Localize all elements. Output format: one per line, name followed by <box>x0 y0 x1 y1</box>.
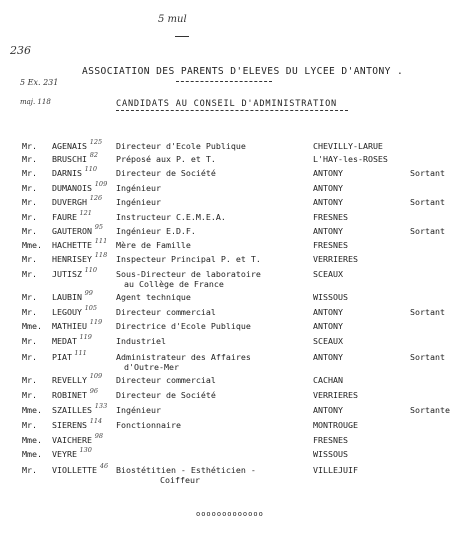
candidate-name: VEYRE <box>52 449 77 459</box>
candidate-profession: Fonctionnaire <box>116 420 181 430</box>
candidate-title: Mr. <box>22 420 37 430</box>
candidate-row <box>0 223 465 240</box>
candidate-profession: Industriel <box>116 336 166 346</box>
candidate-name: MEDAT <box>52 336 77 346</box>
candidate-name: JUTISZ <box>52 269 82 279</box>
candidate-name: MATHIEU <box>52 321 87 331</box>
candidate-name: FAURE <box>52 212 77 222</box>
subtitle-underline <box>116 110 348 111</box>
candidate-profession: Ingénieur <box>116 183 161 193</box>
candidate-title: Mr. <box>22 375 37 385</box>
candidate-row <box>0 237 465 254</box>
candidate-title: Mr. <box>22 168 37 178</box>
candidate-row <box>0 289 465 306</box>
handwritten-vote-count: 114 <box>89 417 103 425</box>
title-underline <box>176 81 272 82</box>
candidate-status: Sortant <box>410 352 445 362</box>
candidate-name: VAICHERE <box>52 435 92 445</box>
candidate-row <box>0 462 465 485</box>
candidate-city: ANTONY <box>313 168 343 178</box>
candidate-profession: Sous-Directeur de laboratoire <box>116 269 261 279</box>
candidate-row <box>0 318 465 335</box>
candidate-row <box>0 432 465 449</box>
candidate-row <box>0 402 465 419</box>
handwritten-vote-count: 105 <box>84 304 98 312</box>
candidate-title: Mr. <box>22 292 37 302</box>
candidate-row <box>0 372 465 389</box>
handwritten-dash <box>175 36 189 37</box>
handwritten-number: 236 <box>10 44 31 57</box>
candidate-row <box>0 446 465 463</box>
candidate-profession: Directeur d'Ecole Publique <box>116 141 246 151</box>
candidate-status: Sortant <box>410 168 445 178</box>
candidate-name: REVELLY <box>52 375 87 385</box>
candidate-title: Mr. <box>22 465 37 475</box>
candidate-city: ANTONY <box>313 183 343 193</box>
handwritten-vote-count: 110 <box>84 266 98 274</box>
document-title: ASSOCIATION DES PARENTS D'ELEVES DU LYCEE D'ANTONY . <box>82 66 404 77</box>
candidate-name: SIERENS <box>52 420 87 430</box>
handwritten-vote-count: 126 <box>89 194 103 202</box>
candidate-title: Mr. <box>22 183 37 193</box>
candidate-profession: Directeur commercial <box>116 375 216 385</box>
candidate-title: Mr. <box>22 254 37 264</box>
candidate-city: SCEAUX <box>313 336 343 346</box>
candidate-city: ANTONY <box>313 226 343 236</box>
candidate-row <box>0 209 465 226</box>
candidate-profession: Mère de Famille <box>116 240 191 250</box>
handwritten-vote-count: 110 <box>84 165 98 173</box>
candidate-title: Mr. <box>22 352 37 362</box>
candidate-profession: Directeur de Société <box>116 390 216 400</box>
candidate-row <box>0 266 465 289</box>
handwritten-vote-count: 99 <box>84 289 93 297</box>
candidate-city: ANTONY <box>313 405 343 415</box>
candidate-row <box>0 417 465 434</box>
candidate-city: SCEAUX <box>313 269 343 279</box>
candidate-status: Sortant <box>410 307 445 317</box>
handwritten-vote-count: 118 <box>94 251 108 259</box>
candidate-name: ROBINET <box>52 390 87 400</box>
candidate-title: Mme. <box>22 435 42 445</box>
candidate-city: MONTROUGE <box>313 420 358 430</box>
candidate-profession-line2: au Collège de France <box>124 279 224 289</box>
candidate-row <box>0 138 465 155</box>
candidate-city: ANTONY <box>313 352 343 362</box>
candidate-name: SZAILLES <box>52 405 92 415</box>
candidate-profession: Préposé aux P. et T. <box>116 154 216 164</box>
handwritten-vote-count: 111 <box>94 237 108 245</box>
candidate-name: DARNIS <box>52 168 82 178</box>
candidate-title: Mr. <box>22 390 37 400</box>
candidate-title: Mr. <box>22 226 37 236</box>
candidate-profession-line2: d'Outre-Mer <box>124 362 179 372</box>
handwritten-note-left-1: 5 Ex. 231 <box>20 78 59 87</box>
candidate-status: Sortante <box>410 405 450 415</box>
candidate-name: BRUSCHI <box>52 154 87 164</box>
handwritten-note-left-2: maj. 118 <box>20 98 51 106</box>
candidate-profession: Inspecteur Principal P. et T. <box>116 254 261 264</box>
candidate-city: WISSOUS <box>313 292 348 302</box>
candidate-title: Mr. <box>22 141 37 151</box>
handwritten-vote-count: 109 <box>89 372 103 380</box>
candidate-city: FRESNES <box>313 240 348 250</box>
candidate-row <box>0 349 465 372</box>
candidate-profession: Directeur commercial <box>116 307 216 317</box>
candidate-city: CHEVILLY-LARUE <box>313 141 383 151</box>
handwritten-vote-count: 95 <box>94 223 104 231</box>
candidate-row <box>0 251 465 268</box>
candidate-title: Mme. <box>22 405 42 415</box>
candidate-row <box>0 387 465 404</box>
handwritten-vote-count: 133 <box>94 402 108 410</box>
handwritten-vote-count: 109 <box>94 180 108 188</box>
candidate-title: Mr. <box>22 307 37 317</box>
candidate-city: FRESNES <box>313 435 348 445</box>
candidate-profession: Instructeur C.E.M.E.A. <box>116 212 226 222</box>
candidate-city: FRESNES <box>313 212 348 222</box>
footer-dots: ooooooooooooo <box>196 510 264 518</box>
candidate-city: VILLEJUIF <box>313 465 358 475</box>
candidate-title: Mr. <box>22 197 37 207</box>
candidate-name: HENRISEY <box>52 254 92 264</box>
candidate-name: GAUTERON <box>52 226 92 236</box>
handwritten-vote-count: 119 <box>89 318 103 326</box>
candidate-name: LEGOUY <box>52 307 82 317</box>
candidate-title: Mme. <box>22 321 42 331</box>
candidate-profession: Directeur de Société <box>116 168 216 178</box>
candidate-row <box>0 151 465 168</box>
candidate-name: AGENAIS <box>52 141 87 151</box>
document-subtitle: CANDIDATS AU CONSEIL D'ADMINISTRATION <box>116 99 338 109</box>
candidate-profession: Directrice d'Ecole Publique <box>116 321 251 331</box>
handwritten-vote-count: 111 <box>74 349 87 357</box>
candidate-name: VIOLLETTE <box>52 465 97 475</box>
candidate-row <box>0 180 465 197</box>
handwritten-vote-count: 82 <box>89 151 98 159</box>
candidate-city: VERRIERES <box>313 390 358 400</box>
candidate-row <box>0 194 465 211</box>
candidate-row <box>0 304 465 321</box>
candidate-title: Mr. <box>22 154 37 164</box>
candidate-title: Mr. <box>22 269 37 279</box>
candidate-profession: Agent technique <box>116 292 191 302</box>
candidate-profession: Administrateur des Affaires <box>116 352 251 362</box>
candidate-profession: Ingénieur <box>116 405 161 415</box>
candidate-title: Mr. <box>22 212 37 222</box>
handwritten-vote-count: 119 <box>79 333 92 341</box>
candidate-row <box>0 333 465 350</box>
candidate-city: L'HAY-les-ROSES <box>313 154 388 164</box>
handwritten-vote-count: 130 <box>79 446 92 454</box>
candidate-city: CACHAN <box>313 375 343 385</box>
handwritten-vote-count: 46 <box>99 462 109 470</box>
candidate-title: Mme. <box>22 240 42 250</box>
candidate-status: Sortant <box>410 226 445 236</box>
handwritten-vote-count: 96 <box>89 387 98 395</box>
candidate-name: PIAT <box>52 352 72 362</box>
candidate-name: LAUBIN <box>52 292 82 302</box>
candidate-profession-line2: Coiffeur <box>160 475 200 485</box>
candidate-name: DUMANOIS <box>52 183 92 193</box>
candidate-status: Sortant <box>410 197 445 207</box>
candidate-city: WISSOUS <box>313 449 348 459</box>
handwritten-vote-count: 121 <box>79 209 92 217</box>
candidate-profession: Ingénieur <box>116 197 161 207</box>
candidate-city: ANTONY <box>313 321 343 331</box>
candidate-name: DUVERGH <box>52 197 87 207</box>
candidate-title: Mr. <box>22 336 37 346</box>
handwritten-vote-count: 98 <box>94 432 104 440</box>
candidate-profession: Biostétitien - Esthéticien - <box>116 465 256 475</box>
candidate-name: HACHETTE <box>52 240 92 250</box>
candidate-profession: Ingénieur E.D.F. <box>116 226 196 236</box>
handwritten-note-top: 5 mul <box>158 14 187 25</box>
candidate-row <box>0 165 465 182</box>
candidate-city: ANTONY <box>313 307 343 317</box>
candidate-city: ANTONY <box>313 197 343 207</box>
candidate-title: Mme. <box>22 449 42 459</box>
handwritten-vote-count: 125 <box>89 138 103 146</box>
candidate-city: VERRIERES <box>313 254 358 264</box>
